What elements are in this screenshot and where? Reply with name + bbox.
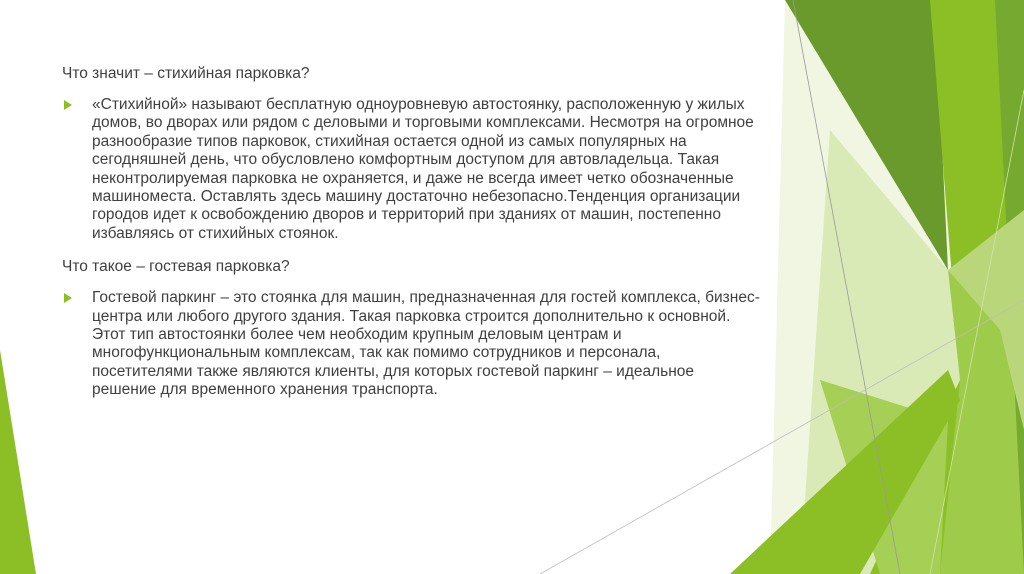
section-heading-guest: Что такое – гостевая парковка? (62, 258, 290, 276)
bullet-paragraph-guest (62, 289, 762, 399)
triangle-bullet-icon (64, 100, 72, 110)
paragraph-text: Гостевой паркинг – это стоянка для машин, предназначенная для гостей комплекса, бизнес-центра или любого другого здания. Такая парковка строится дополнительно к основной. Этот тип автостоянки более чем необходим крупным деловым центрам и многофункциональным комплексам, так как помимо сотрудников и персонала, посетителями также являются клиенты, для которых гостевой паркинг – идеальное решение для временного хранения транспорта. (92, 289, 760, 399)
triangle-bullet-icon (64, 293, 72, 303)
slide-content (62, 64, 762, 400)
section-heading-spontaneous: Что значит – стихийная парковка? (62, 65, 310, 82)
left-edge-shape (0, 350, 36, 574)
bullet-paragraph-spontaneous (62, 96, 762, 243)
paragraph-text: «Стихийной» называют бесплатную одноуровневую автостоянку, расположенную у жилых домов, во дворах или рядом с деловыми и торговыми комплексами. Несмотря на огромное разнообразие типов парковок, стихийная остается одной из самых популярных на сегодняшней день, что обусловлено комфортным доступом для автовладельца. Такая неконтролируемая парковка не охраняется, и даже не всегда имеет четко обозначенные машиноместа. Оставлять здесь машину достаточно небезопасно.Тенденция организации городов идет к освобождению дворов и территорий при зданиях от машин, постепенно избавляясь от стихийных стоянок. (92, 96, 754, 242)
